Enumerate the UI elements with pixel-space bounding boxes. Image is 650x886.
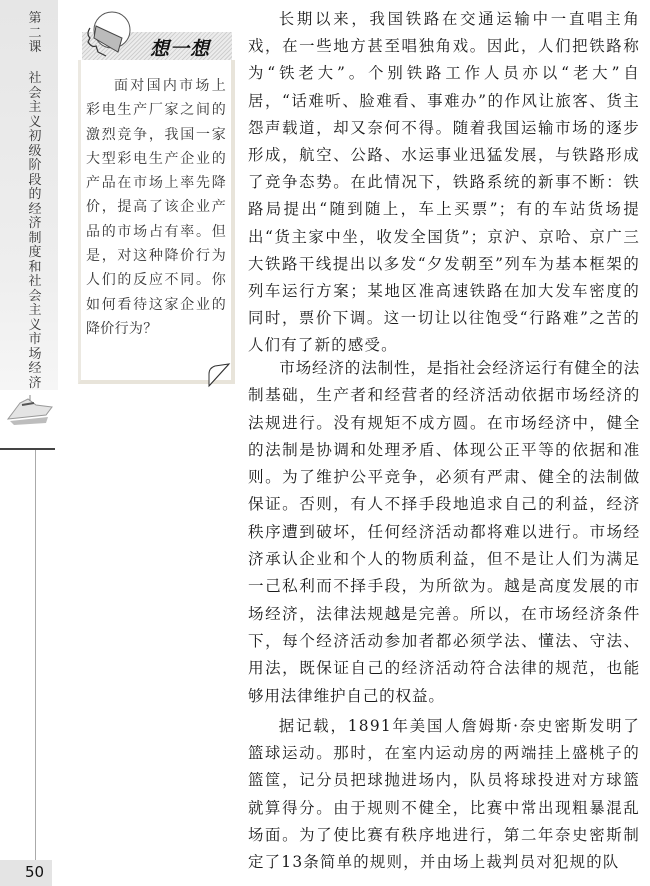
- margin-vertical-rule: [35, 450, 36, 860]
- body-paragraph-railway: 长期以来，我国铁路在交通运输中一直唱主角戏，在一些地方甚至唱独角戏。因此，人们把铁路称为“铁老大”。个别铁路工作人员亦以“老大”自居，“话难听、脸难看、事难办”的作风让旅客、货主怨声载道，却又奈何不得。随着我国运输市场的逐步形成，航空、公路、水运事业迅猛发展，与铁路形成了竞争态势。在此情况下，铁路系统的新事不断：铁路局提出“随到随上，车上买票”；有的车站货场提出“货主家中坐，收发全国货”；京沪、京哈、京广三大铁路干线提出以多发“夕发朝至”列车为基本框架的列车运行方案；某地区准高速铁路在加大发车密度的同时，票价下调。这一切让以往饱受“行路难”之苦的人们有了新的感受。: [248, 10, 640, 355]
- thinking-head-icon: [82, 8, 132, 60]
- page-curl-icon: [207, 362, 231, 388]
- margin-horizontal-rule: [0, 448, 55, 450]
- ship-icon: [6, 393, 54, 427]
- body-paragraph-basketball: 据记载，1891年美国人詹姆斯·奈史密斯发明了篮球运动。那时，在室内运动房的两端挂上盛桃子的篮筐，记分员把球抛进场内，队员将球投进对方球篮就算得分。由于规则不健全，比赛中常出现粗暴混乱场面。为了使比赛有秩序地进行，第二年奈史密斯制定了13条简单的规则，并由场上裁判员对犯规的队: [248, 717, 640, 872]
- chapter-sidebar-strip: [0, 0, 58, 390]
- chapter-title: 社会主义初级阶段的经济制度和社会主义市场经济: [28, 71, 42, 391]
- lesson-label: 第二课: [28, 11, 42, 55]
- page-number: 50: [25, 863, 45, 881]
- think-box-title: 想一想: [150, 38, 211, 60]
- body-paragraph-rule-of-law: 市场经济的法制性，是指社会经济运行有健全的法制基础，生产者和经营者的经济活动依据市场经济的法规进行。没有规矩不成方圆。在市场经济中，健全的法制是协调和处理矛盾、体现公正平等的依据和准则。为了维护公平竞争，必须有严肃、健全的法制做保证。否则，有人不择手段地追求自己的利益，经济秩序遭到破坏，任何经济活动都将难以进行。市场经济承认企业和个人的物质利益，但不是让人们为满足一己私利而不择手段，为所欲为。越是高度发展的市场经济，法律法规越是完善。所以，在市场经济条件下，每个经济活动参加者都必须学法、懂法、守法、用法，既保证自己的经济活动符合法律的规范，也能够用法律维护自己的权益。: [248, 359, 640, 705]
- think-box-text: 面对国内市场上彩电生产厂家之间的激烈竞争，我国一家大型彩电生产企业的产品在市场上率先降价，提高了该企业产品的市场占有率。但是，对这种降价行为人们的反应不同。你如何看待这家企业的降价行为？: [86, 78, 226, 337]
